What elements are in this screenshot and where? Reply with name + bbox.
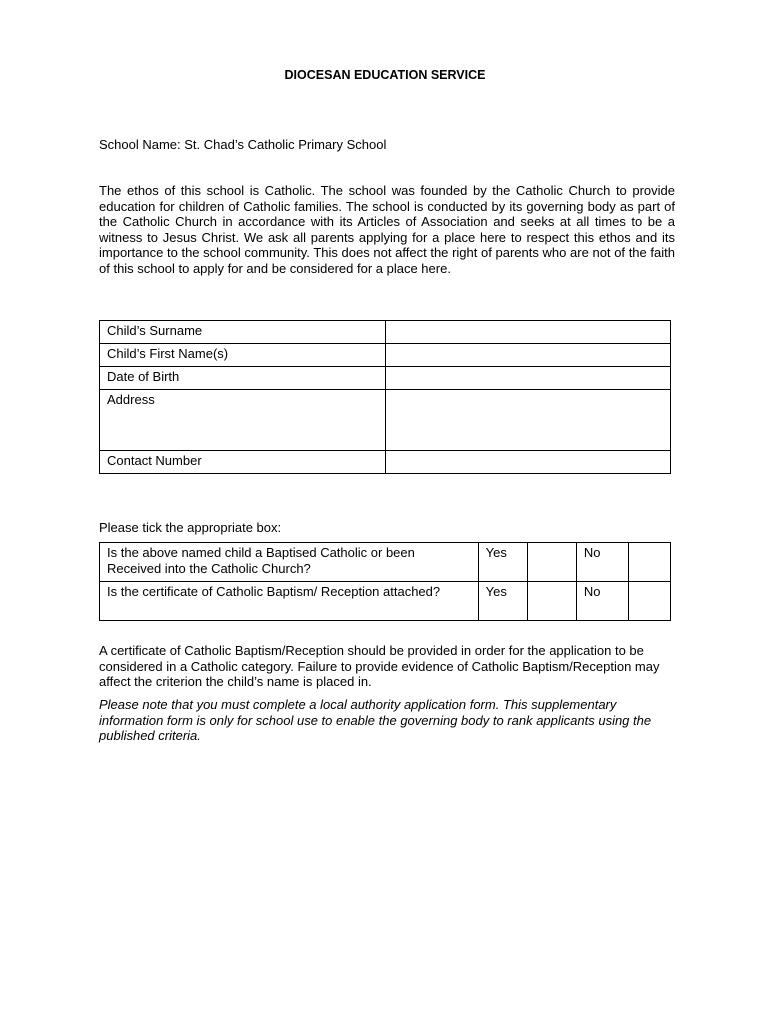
table-row (100, 582, 671, 621)
date-of-birth-label: Date of Birth (100, 367, 386, 390)
table-row (100, 451, 671, 474)
ethos-paragraph: The ethos of this school is Catholic. The school was founded by the Catholic Church to provide education for children of Catholic families. The school is conducted by its governing body as part of the Catholic Church in accordance with its Articles of Association and seeks at all times to be a witness to Jesus Christ. We ask all parents applying for a place here to respect this ethos and its importance to the school community. This does not affect the right of parents who are not of the faith of this school to apply for and be considered for a place here. (99, 183, 675, 276)
page-title: DIOCESAN EDUCATION SERVICE (284, 68, 486, 82)
contact-number-field[interactable] (386, 451, 671, 474)
no-label: No (576, 582, 628, 621)
no-label: No (576, 543, 628, 582)
table-row (100, 321, 671, 344)
local-authority-note: Please note that you must complete a local authority application form. This supplementary information form is only for school use to enable the governing body to rank applicants using the published criteria. (99, 697, 652, 743)
first-name-field[interactable] (386, 344, 671, 367)
table-row (100, 367, 671, 390)
baptism-tick-table (99, 542, 671, 621)
surname-label: Child’s Surname (100, 321, 386, 344)
date-of-birth-field[interactable] (386, 367, 671, 390)
baptised-question: Is the above named child a Baptised Catholic or been Received into the Catholic Church? (100, 543, 479, 582)
child-details-table (99, 320, 671, 474)
certificate-question: Is the certificate of Catholic Baptism/ Reception attached? (100, 582, 479, 621)
table-row (100, 390, 671, 451)
school-name: School Name: St. Chad’s Catholic Primary School (99, 137, 387, 152)
tick-instruction: Please tick the appropriate box: (99, 520, 282, 535)
baptised-no-checkbox[interactable] (628, 543, 670, 582)
surname-field[interactable] (386, 321, 671, 344)
address-label: Address (100, 390, 386, 451)
baptised-yes-checkbox[interactable] (527, 543, 576, 582)
address-field[interactable] (386, 390, 671, 451)
first-name-label: Child’s First Name(s) (100, 344, 386, 367)
certificate-yes-checkbox[interactable] (527, 582, 576, 621)
table-row (100, 543, 671, 582)
yes-label: Yes (478, 543, 527, 582)
certificate-no-checkbox[interactable] (628, 582, 670, 621)
yes-label: Yes (478, 582, 527, 621)
contact-number-label: Contact Number (100, 451, 386, 474)
table-row (100, 344, 671, 367)
certificate-note: A certificate of Catholic Baptism/Reception should be provided in order for the application to be considered in a Catholic category. Failure to provide evidence of Catholic Baptism/Reception may affect the criterion the child’s name is placed in. (99, 643, 660, 689)
